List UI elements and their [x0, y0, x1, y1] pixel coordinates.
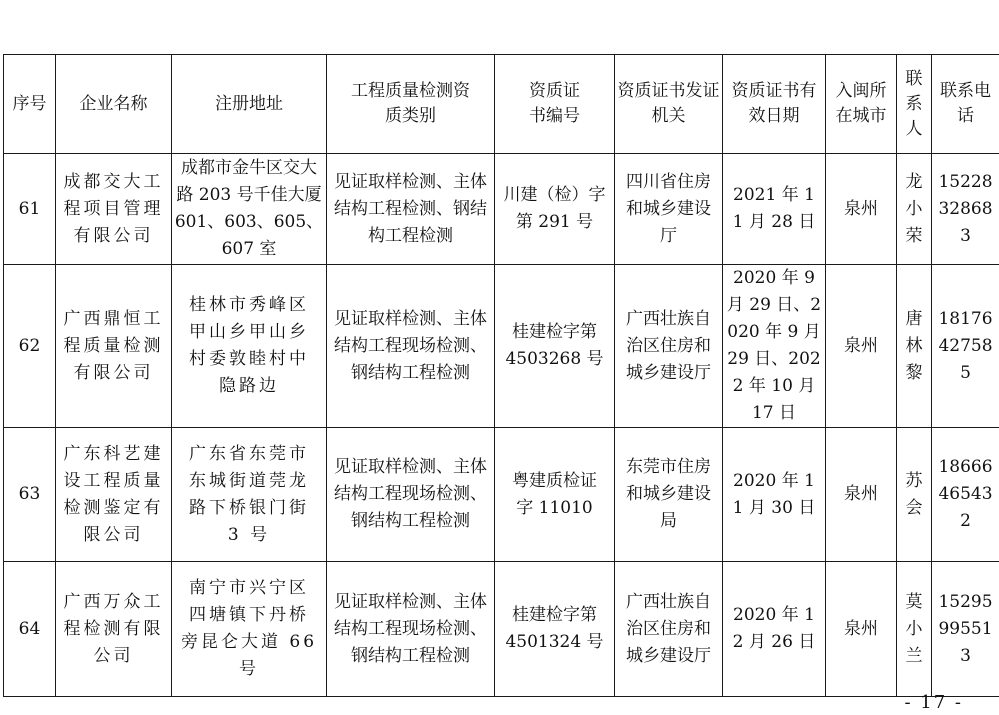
cell-name: 广东科艺建设工程质量检测鉴定有限公司: [56, 428, 172, 562]
cell-phone: 15295995513: [932, 562, 999, 697]
cell-seq: 61: [4, 154, 56, 265]
table-row: [4, 265, 999, 428]
cell-addr: 广东省东莞市东城街道莞龙路下桥银门街 3 号: [172, 428, 327, 562]
table-header-row: [4, 55, 999, 154]
cell-contact: 唐林黎: [897, 265, 932, 428]
header-cert-no: 资质证书编号: [495, 55, 615, 154]
cell-category: 见证取样检测、主体结构工程现场检测、钢结构工程检测: [327, 562, 495, 697]
enterprise-table: [3, 54, 999, 697]
cell-validity: 2021 年 11 月 28 日: [723, 154, 826, 265]
cell-name: 广西万众工程检测有限公司: [56, 562, 172, 697]
cell-addr: 成都市金牛区交大路 203 号千佳大厦 601、603、605、607 室: [172, 154, 327, 265]
cell-seq: 63: [4, 428, 56, 562]
cell-name: 广西鼎恒工程质量检测有限公司: [56, 265, 172, 428]
cell-contact: 龙小荣: [897, 154, 932, 265]
header-issuer: 资质证书发证机关: [615, 55, 723, 154]
page-number: - 17 -: [904, 692, 963, 713]
header-city: 入闽所在城市: [826, 55, 897, 154]
header-category: 工程质量检测资质类别: [327, 55, 495, 154]
cell-validity: 2020 年 9 月 29 日、2020 年 9 月 29 日、2022 年 10 月 17 日: [723, 265, 826, 428]
cell-addr: 桂林市秀峰区甲山乡甲山乡村委敦睦村中隐路边: [172, 265, 327, 428]
cell-cert-no: 粤建质检证字 11010: [495, 428, 615, 562]
cell-cert-no: 川建（检）字第 291 号: [495, 154, 615, 265]
cell-category: 见证取样检测、主体结构工程现场检测、钢结构工程检测: [327, 265, 495, 428]
cell-city: 泉州: [826, 154, 897, 265]
table-row: [4, 428, 999, 562]
header-validity: 资质证书有效日期: [723, 55, 826, 154]
cell-city: 泉州: [826, 265, 897, 428]
cell-phone: 15228328683: [932, 154, 999, 265]
cell-addr: 南宁市兴宁区四塘镇下丹桥旁昆仑大道 66 号: [172, 562, 327, 697]
cell-category: 见证取样检测、主体结构工程检测、钢结构工程检测: [327, 154, 495, 265]
table-row: [4, 562, 999, 697]
header-phone: 联系电话: [932, 55, 999, 154]
cell-validity: 2020 年 12 月 26 日: [723, 562, 826, 697]
cell-issuer: 四川省住房和城乡建设厅: [615, 154, 723, 265]
cell-phone: 18176427585: [932, 265, 999, 428]
cell-issuer: 广西壮族自治区住房和城乡建设厅: [615, 562, 723, 697]
cell-issuer: 广西壮族自治区住房和城乡建设厅: [615, 265, 723, 428]
cell-contact: 莫小兰: [897, 562, 932, 697]
header-seq: 序号: [4, 55, 56, 154]
cell-seq: 64: [4, 562, 56, 697]
cell-name: 成都交大工程项目管理有限公司: [56, 154, 172, 265]
cell-cert-no: 桂建检字第 4501324 号: [495, 562, 615, 697]
table-row: [4, 154, 999, 265]
cell-validity: 2020 年 11 月 30 日: [723, 428, 826, 562]
cell-contact: 苏会: [897, 428, 932, 562]
header-contact: 联系人: [897, 55, 932, 154]
cell-city: 泉州: [826, 562, 897, 697]
cell-city: 泉州: [826, 428, 897, 562]
cell-seq: 62: [4, 265, 56, 428]
cell-issuer: 东莞市住房和城乡建设局: [615, 428, 723, 562]
cell-phone: 18666465432: [932, 428, 999, 562]
cell-category: 见证取样检测、主体结构工程现场检测、钢结构工程检测: [327, 428, 495, 562]
header-addr: 注册地址: [172, 55, 327, 154]
cell-cert-no: 桂建检字第 4503268 号: [495, 265, 615, 428]
header-name: 企业名称: [56, 55, 172, 154]
